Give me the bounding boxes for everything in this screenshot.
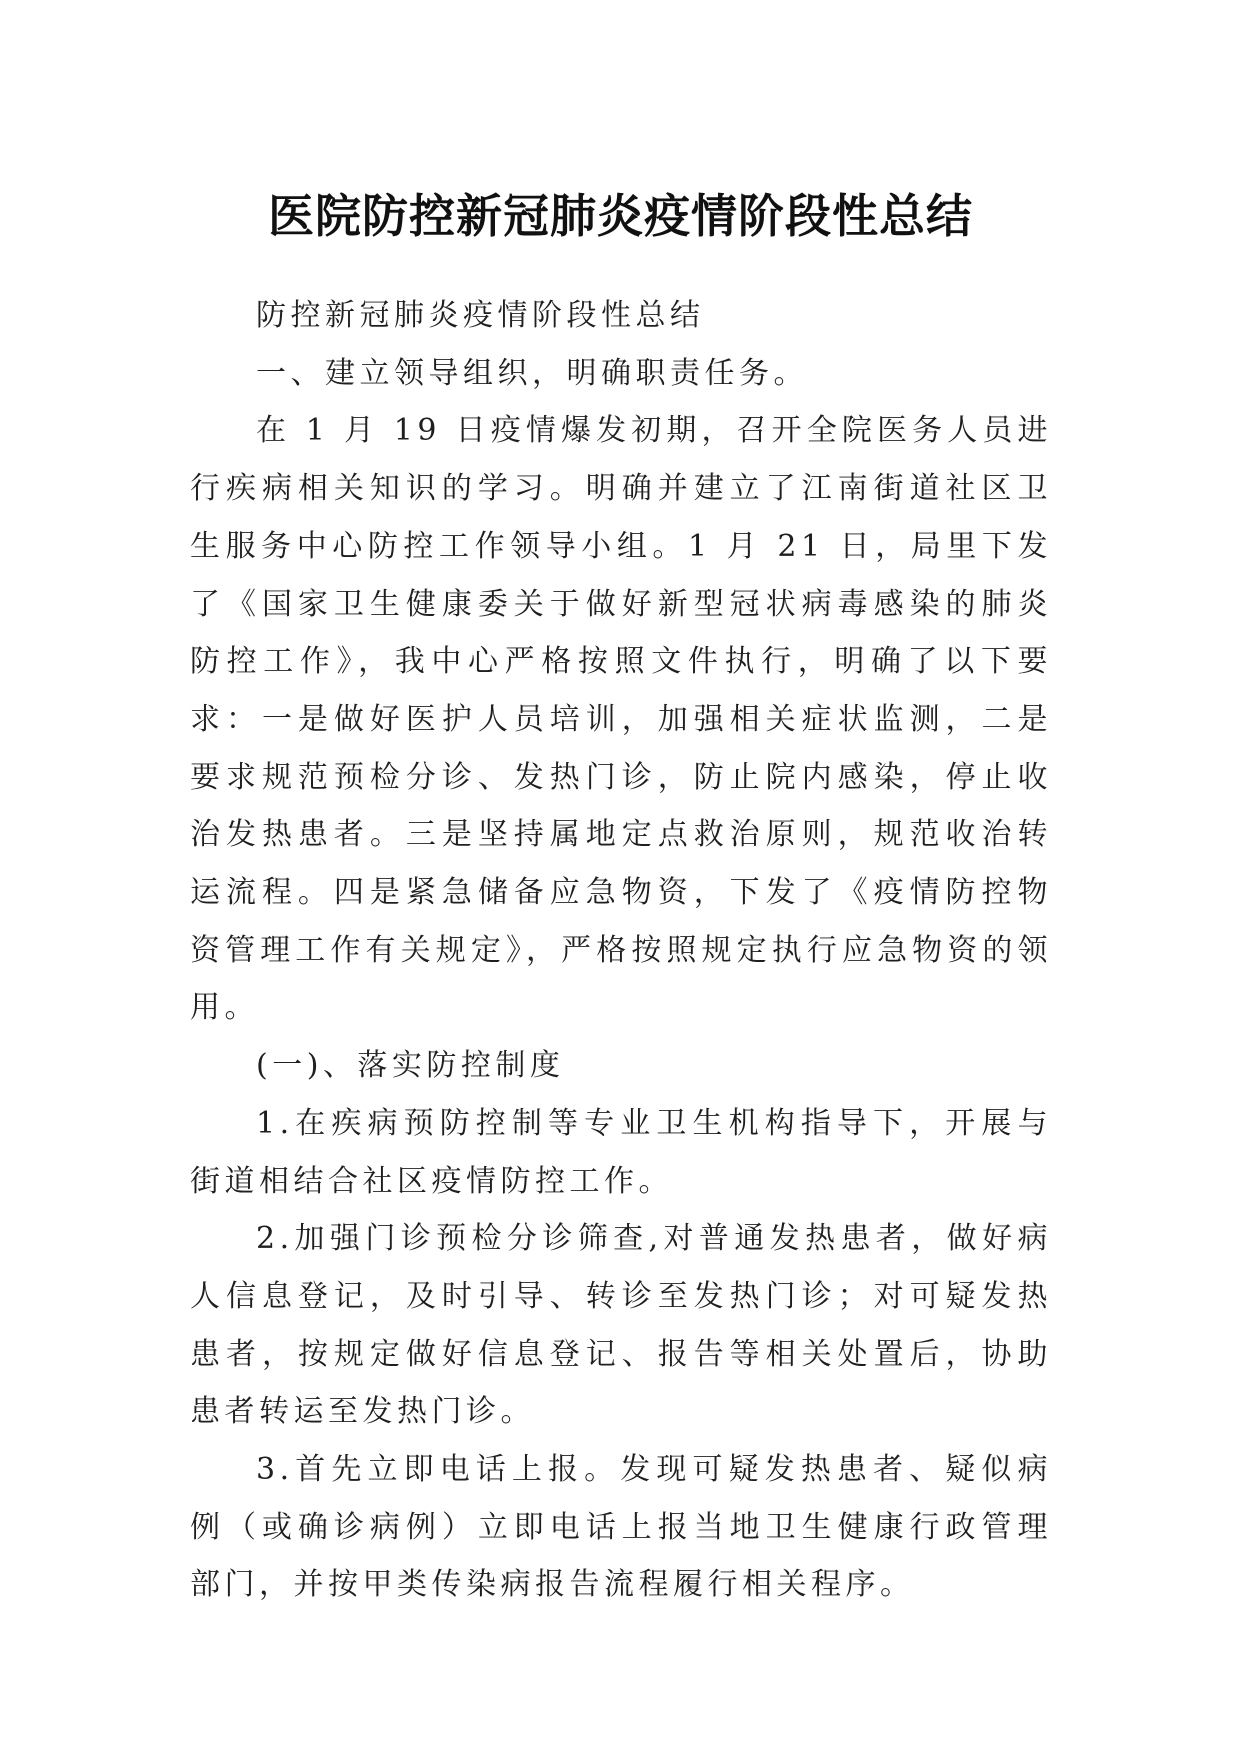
document-body — [190, 287, 1052, 1614]
section-heading-1: 一、建立领导组织，明确职责任务。 — [256, 355, 808, 391]
subtitle-paragraph: 防控新冠肺炎疫情阶段性总结 — [256, 298, 705, 333]
list-item-1: 1.在疾病预防控制等专业卫生机构指导下，开展与街道相结合社区疫情防控工作。 — [190, 1105, 1052, 1199]
list-item-3: 3.首先立即电话上报。发现可疑发热患者、疑似病例（或确诊病例）立即电话上报当地卫生健康行政管理部门，并按甲类传染病报告流程履行相关程序。 — [190, 1452, 1052, 1603]
subsection-heading: (一)、落实防控制度 — [256, 1048, 565, 1084]
body-paragraph: 在 1 月 19 日疫情爆发初期，召开全院医务人员进行疾病相关知识的学习。明确并建立了江南街道社区卫生服务中心防控工作领导小组。1 月 21 日，局里下发了《国家卫生健康委关于做好新型冠状病毒感染的肺炎防控工作》，我中心严格按照文件执行，明确了以下要求：一是做好医护人员培训，加强相关症状监测，二是要求规范预检分诊、发热门诊，防止院内感染，停止收治发热患者。三是坚持属地定点救治原则，规范收治转运流程。四是紧急储备应急物资，下发了《疫情防控物资管理工作有关规定》，严格按照规定执行应急物资的领用。 — [190, 413, 1052, 1026]
list-item-2: 2.加强门诊预检分诊筛查,对普通发热患者，做好病人信息登记，及时引导、转诊至发热门诊；对可疑发热患者，按规定做好信息登记、报告等相关处置后，协助患者转运至发热门诊。 — [190, 1221, 1052, 1430]
document-title: 医院防控新冠肺炎疫情阶段性总结 — [268, 188, 973, 243]
